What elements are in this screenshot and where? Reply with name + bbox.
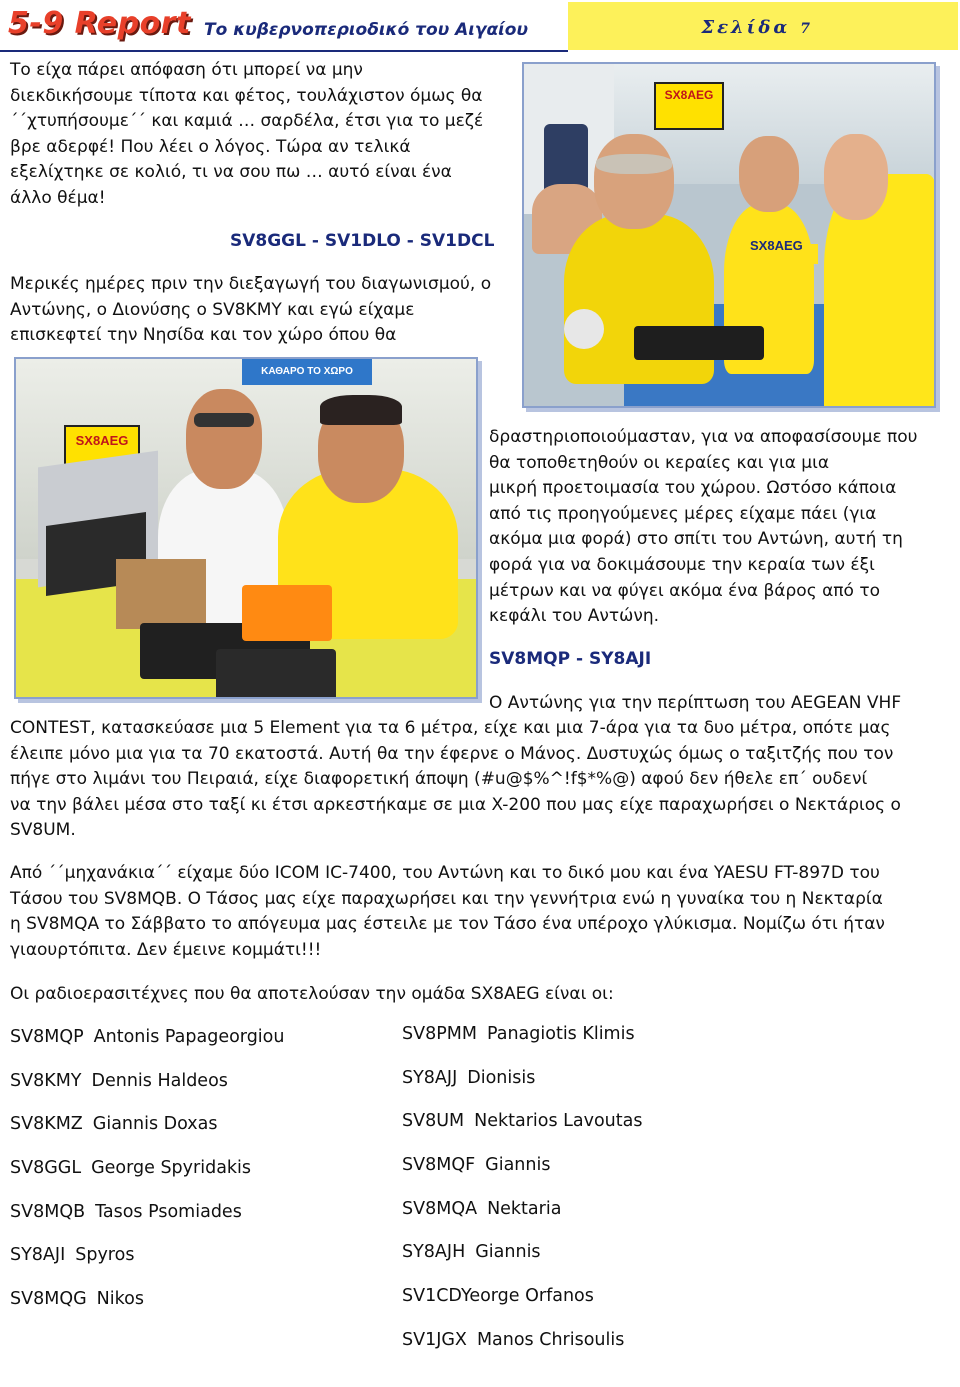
roster-entry <box>10 1289 144 1309</box>
roster-entry <box>402 1111 642 1131</box>
text-line: Τάσου του SV8MQB. Ο Τάσος μας είχε παραχωρήσει και την γεννήτρια ενώ η γυναίκα του η Νεκταρία <box>10 888 883 909</box>
roster-callsign: SV8MQB <box>10 1202 86 1222</box>
section2-first-line: Ο Αντώνης για την περίπτωση του AEGEAN VHF <box>489 693 902 713</box>
text-line: Το είχα πάρει απόφαση ότι μπορεί να μην <box>10 60 363 80</box>
shirt-sign: SX8AEG <box>750 238 803 253</box>
section1-continued-paragraph <box>489 425 954 630</box>
page-word: Σελίδα <box>701 17 791 38</box>
roster-entry <box>10 1114 218 1134</box>
page-number-value: 7 <box>800 21 810 37</box>
text-line: πήγε στο λιμάνι του Πειραιά, είχε διαφορετική άποψη (#u@$%^!f$*%@) αφού δεν ήθελε επ΄ ουδενί <box>10 769 868 790</box>
text-line: SV8UM. <box>10 820 76 841</box>
text-line: γιαουρτόπιτα. Δεν έμεινε κομμάτι!!! <box>10 939 322 960</box>
roster-entry <box>402 1155 550 1175</box>
roster-name: Nektaria <box>487 1199 562 1219</box>
text-line: ακόμα μια φορά) στο σπίτι του Αντώνη, αυτή τη <box>489 529 903 550</box>
roster-callsign: SV8MQG <box>10 1289 87 1309</box>
roster-entry <box>10 1158 251 1178</box>
roster-name: Nektarios Lavoutas <box>474 1111 643 1131</box>
roster-name: Giannis <box>475 1242 541 1262</box>
roster-name: Panagiotis Klimis <box>486 1024 635 1044</box>
roster-callsign: SV8UM <box>402 1111 465 1131</box>
page-header <box>0 0 960 52</box>
banner-sign: ΚΑΘΑΡΟ ΤΟ ΧΩΡΟ <box>242 359 372 385</box>
roster-callsign: SV8KMZ <box>10 1114 83 1134</box>
section2-paragraph <box>10 716 955 844</box>
roster-callsign: SY8AJH <box>402 1242 466 1262</box>
roster-callsign: SV1CD <box>402 1286 461 1306</box>
text-line: ΄΄χτυπήσουμε΄΄ και καμιά … σαρδέλα, έτσι για το μεζέ <box>10 111 484 132</box>
roster-entry <box>402 1242 541 1262</box>
roster-entry <box>402 1068 535 1088</box>
roster-entry <box>402 1024 635 1044</box>
roster-entry <box>10 1027 284 1047</box>
roster-name: Nikos <box>96 1289 144 1309</box>
intro-paragraph <box>10 58 515 212</box>
roster-callsign: SV8KMY <box>10 1071 82 1091</box>
roster-name: Giannis Doxas <box>92 1114 218 1134</box>
text-line: δραστηριοποιούμασταν, για να αποφασίσουμε που <box>489 427 918 447</box>
text-line: επισκεφτεί την Νησίδα και τον χώρο όπου θα <box>10 325 397 346</box>
team-intro: Οι ραδιοερασιτέχνες που θα αποτελούσαν την ομάδα SX8AEG είναι οι: <box>10 984 614 1004</box>
text-line: μικρή προετοιμασία του χώρου. Ωστόσο κάποια <box>489 478 897 499</box>
text-line: από τις προηγούμενες μέρες είχαμε πάει (για <box>489 503 877 524</box>
text-line: Από ΄΄μηχανάκια΄΄ είχαμε δύο ICOM IC-7400, του Αντώνη και το δικό μου και ένα YAESU FT-897D του <box>10 863 880 883</box>
text-line: φορά για να δοκιμάσουμε την κεραία των έξι <box>489 554 875 575</box>
text-line: Αντώνης, ο Διονύσης ο SV8KMY και εγώ είχαμε <box>10 299 415 320</box>
text-line: να την βάλει μέσα στο ταξί κι έτσι αρκεστήκαμε σε μια X-200 που μας είχε παραχωρήσει ο Νεκτάριος ο <box>10 794 901 815</box>
text-line: CONTEST, κατασκεύασε μια 5 Element για τα 6 μέτρα, είχε και μια 7-άρα για τα δυο μέτρα, οπότε μας <box>10 718 891 738</box>
roster-name: Manos Chrisoulis <box>476 1330 625 1350</box>
photo-operators-table <box>522 62 936 408</box>
text-line: διεκδικήσουμε τίποτα και φέτος, τουλάχιστον όμως θα <box>10 85 483 106</box>
roster-name: George Spyridakis <box>91 1158 252 1178</box>
roster-entry <box>10 1071 228 1091</box>
roster-name: Dennis Haldeos <box>91 1071 228 1091</box>
text-line: έλειπε μόνο μια για τα 70 εκατοστά. Αυτή θα την έφερνε ο Μάνος. Δυστυχώς όμως ο ταξιτζής που τον <box>10 743 894 764</box>
roster-callsign: SV1JGX <box>402 1330 467 1350</box>
roster-callsign: SV8GGL <box>10 1158 82 1178</box>
section2-paragraph-2 <box>10 861 955 963</box>
magazine-tagline: Το κυβερνοπεριοδικό του Αιγαίου <box>204 20 528 40</box>
header-rule <box>0 50 568 52</box>
roster-entry <box>10 1202 242 1222</box>
roster-callsign: SY8AJJ <box>402 1068 458 1088</box>
page-number-box <box>568 2 958 50</box>
text-line: θα τοποθετηθούν οι κεραίες και για μια <box>489 452 830 473</box>
roster-name: Tasos Psomiades <box>95 1202 242 1222</box>
roster-callsign: SV8MQF <box>402 1155 476 1175</box>
roster-callsign: SV8PMM <box>402 1024 477 1044</box>
roster-name: Antonis Papageorgiou <box>93 1027 285 1047</box>
roster-name: Dionisis <box>467 1068 536 1088</box>
text-line: βρε αδερφέ! Που λέει ο λόγος. Τώρα αν τελικά <box>10 136 411 157</box>
text-line: κεφάλι του Αντώνη. <box>489 606 659 627</box>
sign-sx8aeg-left: SX8AEG <box>64 425 140 467</box>
magazine-logo: 5-9 Report <box>8 6 191 41</box>
roster-callsign: SY8AJI <box>10 1245 66 1265</box>
sign-sx8aeg-top: SX8AEG <box>654 82 724 130</box>
text-line: Μερικές ημέρες πριν την διεξαγωγή του διαγωνισμού, ο <box>10 274 492 294</box>
page-number <box>701 17 810 38</box>
section-heading-sv8ggl: SV8GGL - SV1DLO - SV1DCL <box>230 231 495 251</box>
photo-operators-station <box>14 357 478 699</box>
roster-name: Spyros <box>75 1245 135 1265</box>
roster-entry <box>402 1330 624 1350</box>
roster-callsign: SV8MQA <box>402 1199 478 1219</box>
roster-name: Giannis <box>485 1155 551 1175</box>
roster-entry <box>402 1286 594 1306</box>
text-line: εξελίχτηκε σε κολιό, τι να σου πω … αυτό είναι ένα <box>10 162 452 183</box>
section-heading-sv8mqp: SV8MQP - SY8AJI <box>489 649 652 669</box>
text-line: άλλο θέμα! <box>10 187 106 208</box>
text-line: μέτρων και να φύγει ακόμα ένα βάρος από το <box>489 580 880 601</box>
roster-name: Yeorge Orfanos <box>460 1286 594 1306</box>
roster-entry <box>402 1199 561 1219</box>
section1-paragraph <box>10 272 520 349</box>
roster-callsign: SV8MQP <box>10 1027 84 1047</box>
roster-entry <box>10 1245 134 1265</box>
text-line: η SV8MQA το Σάββατο το απόγευμα μας έστειλε με τον Τάσο ένα υπέροχο γλύκισμα. Νομίζω ότι ήταν <box>10 914 885 935</box>
